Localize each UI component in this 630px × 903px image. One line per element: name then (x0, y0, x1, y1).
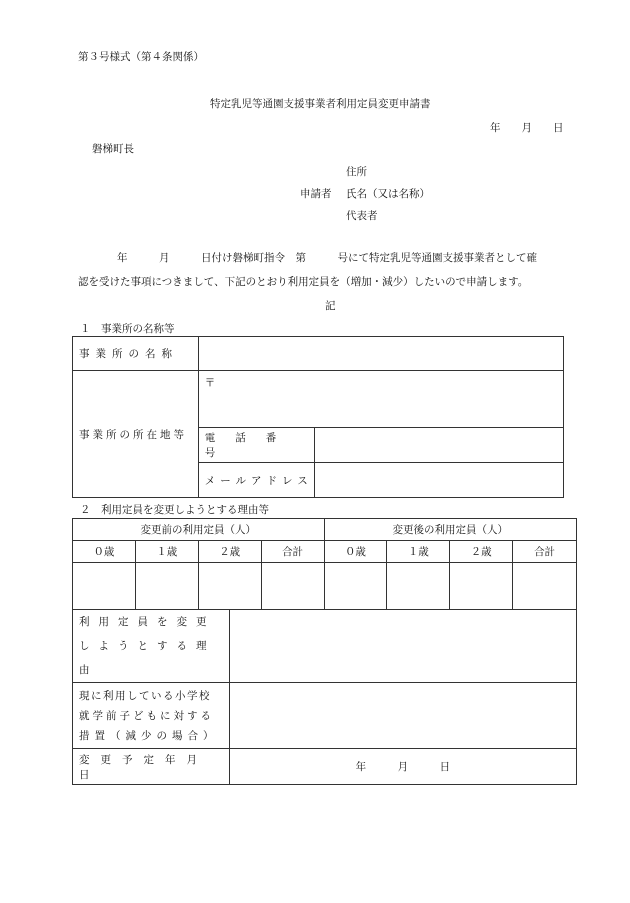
measures-label-line1: 現に利用している小学校 (79, 689, 211, 702)
reason-label (73, 610, 230, 683)
column-header: ０歳 (73, 541, 136, 563)
address-label: 住所 (346, 166, 367, 178)
column-header: １歳 (135, 541, 198, 563)
email-label: メールアドレス (198, 463, 314, 498)
facility-table (72, 336, 564, 498)
reason-field[interactable] (229, 610, 576, 683)
reason-label-line2: しようとする理由 (79, 640, 216, 676)
applicant-role: 申請者 (300, 188, 332, 200)
before-total-field[interactable] (261, 563, 324, 610)
measures-label-line2: 就学前子どもに対する (79, 709, 214, 722)
after-capacity-header: 変更後の利用定員（人） (324, 519, 577, 541)
ki-marker: 記 (325, 300, 336, 312)
column-header: ２歳 (198, 541, 261, 563)
date-line: 年 月 日 (490, 122, 564, 134)
facility-name-field[interactable] (198, 337, 563, 371)
measures-label-line3: 措置（減少の場合） (79, 729, 219, 742)
column-header: 合計 (513, 541, 577, 563)
planned-date-label: 変更予定年月日 (73, 749, 230, 785)
before-age0-field[interactable] (73, 563, 136, 610)
body-line-2: 認を受けた事項につきまして、下記のとおり利用定員を（増加・減少）したいので申請します。 (78, 276, 529, 288)
addressee: 磐梯町長 (92, 143, 134, 155)
representative-label: 代表者 (346, 210, 378, 222)
column-header: ０歳 (324, 541, 387, 563)
facility-name-label: 事業所の名称 (73, 337, 199, 371)
document-title: 特定乳児等通園支援事業者利用定員変更申請書 (210, 98, 431, 110)
reason-label-line1: 利用定員を変更 (79, 616, 216, 628)
facility-location-label: 事業所の所在地等 (73, 371, 199, 498)
form-number: 第３号様式（第４条関係） (78, 51, 204, 63)
before-age1-field[interactable] (135, 563, 198, 610)
after-age0-field[interactable] (324, 563, 387, 610)
after-age1-field[interactable] (387, 563, 450, 610)
column-header: ２歳 (450, 541, 513, 563)
column-header: 合計 (261, 541, 324, 563)
section1-heading: １ 事業所の名称等 (80, 323, 175, 335)
name-label: 氏名（又は名称） (346, 188, 430, 200)
after-total-field[interactable] (513, 563, 577, 610)
email-field[interactable] (314, 463, 563, 498)
after-age2-field[interactable] (450, 563, 513, 610)
column-header: １歳 (387, 541, 450, 563)
before-capacity-header: 変更前の利用定員（人） (73, 519, 325, 541)
reason-table (72, 610, 577, 785)
before-age2-field[interactable] (198, 563, 261, 610)
phone-label: 電話番号 (198, 428, 314, 463)
postal-mark: 〒 (204, 377, 216, 389)
planned-date-field[interactable]: 年 月 日 (229, 749, 576, 785)
section2-heading: ２ 利用定員を変更しようとする理由等 (80, 504, 269, 516)
body-line-1: 年 月 日付け磐梯町指令 第 号にて特定乳児等通園支援事業者として確 (117, 252, 537, 264)
facility-address-field[interactable] (198, 371, 563, 428)
phone-field[interactable] (314, 428, 563, 463)
measures-label (73, 683, 230, 749)
capacity-table (72, 518, 577, 610)
measures-field[interactable] (229, 683, 576, 749)
